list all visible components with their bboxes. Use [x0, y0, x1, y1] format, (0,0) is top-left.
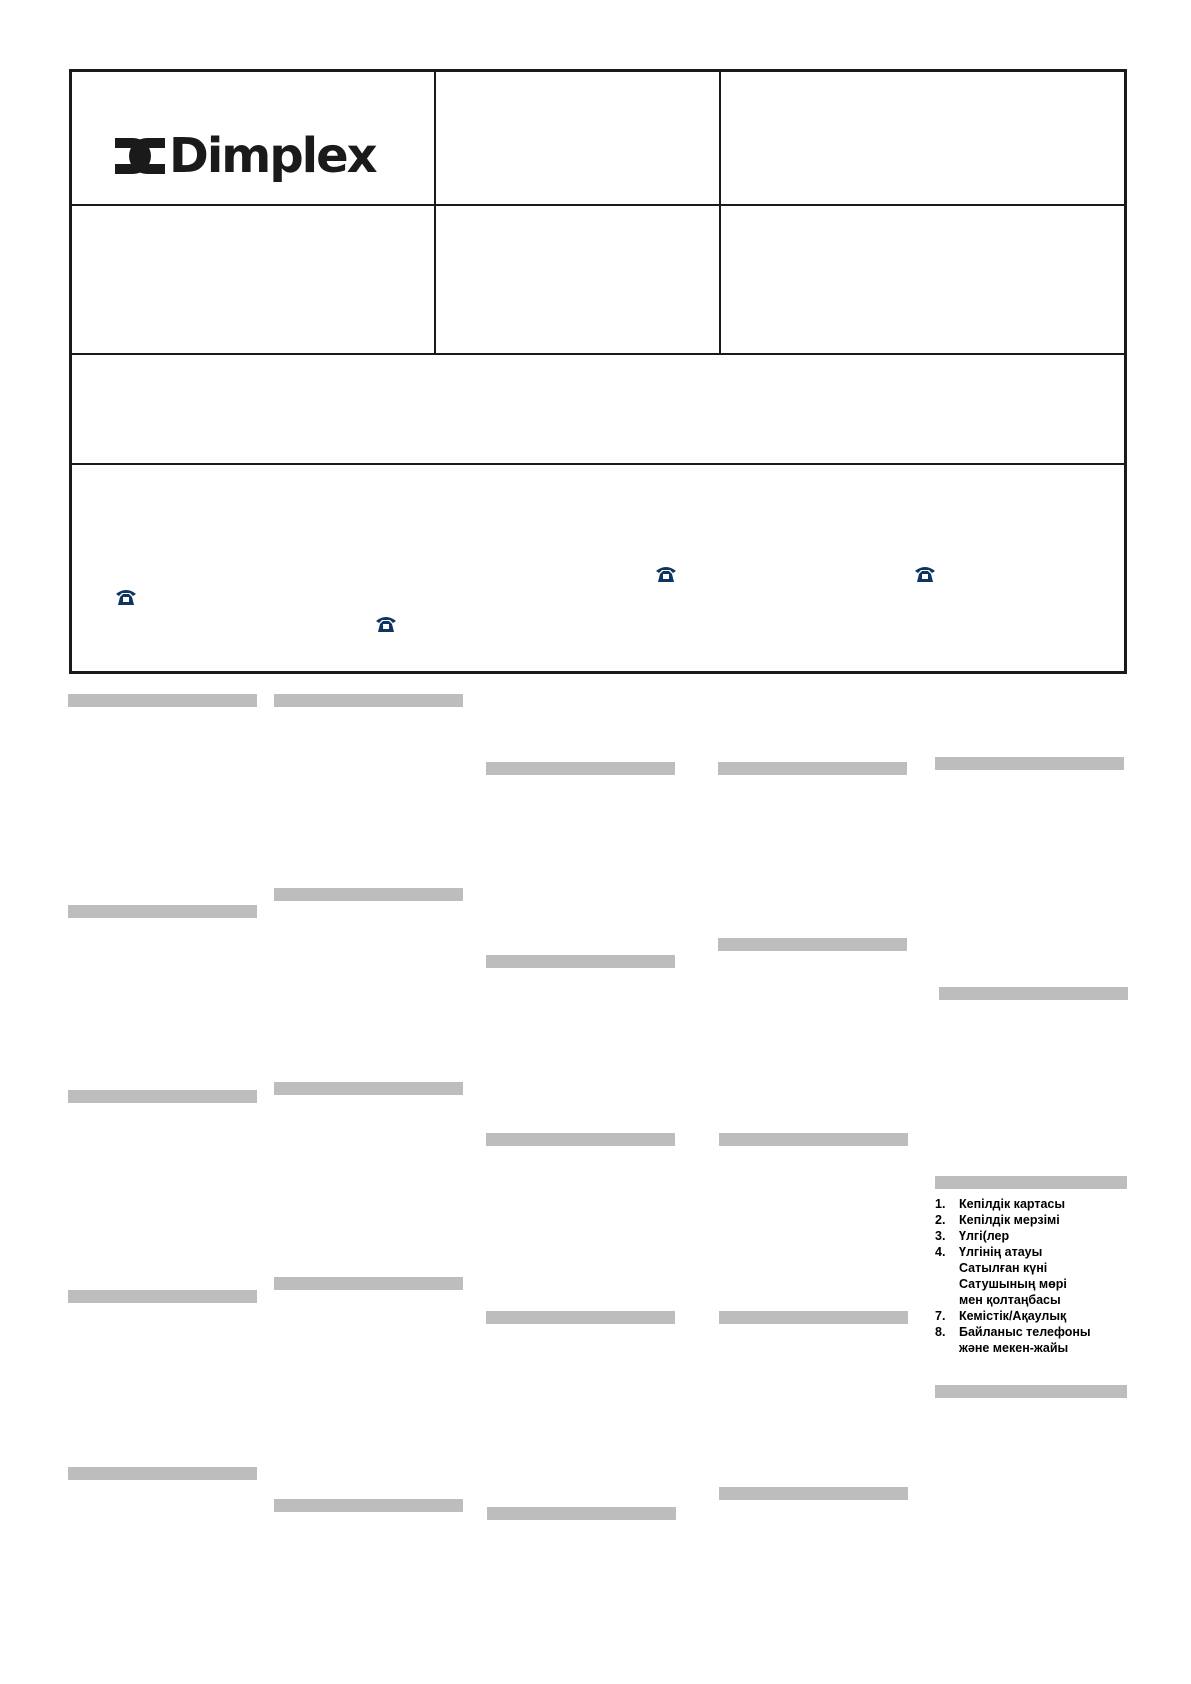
section-heading-bar	[935, 757, 1124, 770]
section-heading-bar	[718, 762, 907, 775]
legend-item: Сатылған күні	[959, 1261, 1048, 1275]
section-heading-bar	[486, 762, 675, 775]
legend-item: және мекен-жайы	[959, 1341, 1069, 1355]
section-heading-bar	[935, 1385, 1127, 1398]
section-heading-bar	[68, 1290, 257, 1303]
section-heading-bar	[719, 1133, 908, 1146]
legend-item: 2. Кепілдік мерзімі	[935, 1213, 1060, 1227]
section-heading-bar	[68, 1090, 257, 1103]
section-heading-bar	[487, 1507, 676, 1520]
card-divider	[71, 353, 1125, 355]
card-divider	[719, 71, 721, 354]
legend-item: 8. Байланыс телефоны	[935, 1325, 1091, 1339]
legend-item: 7. Кемістік/Ақаулық	[935, 1309, 1067, 1323]
section-heading-bar	[274, 1082, 463, 1095]
brand-name: Dimplex	[169, 128, 376, 184]
section-heading-bar	[68, 1467, 257, 1480]
card-divider	[71, 204, 1125, 206]
section-heading-bar	[274, 694, 463, 707]
dimplex-logo-mark	[113, 134, 167, 178]
legend-item: Сатушының мөрі	[959, 1277, 1067, 1291]
section-heading-bar	[274, 888, 463, 901]
legend-item: 4. Үлгінің атауы	[935, 1245, 1043, 1259]
telephone-icon	[375, 614, 397, 634]
card-divider	[434, 71, 436, 354]
section-heading-bar	[274, 1499, 463, 1512]
section-heading-bar	[486, 1311, 675, 1324]
legend-item: мен қолтаңбасы	[959, 1293, 1061, 1307]
legend-item: 1. Кепілдік картасы	[935, 1197, 1066, 1211]
dimplex-logo	[113, 128, 376, 184]
section-heading-bar	[719, 1311, 908, 1324]
section-heading-bar	[486, 1133, 675, 1146]
telephone-icon	[914, 564, 936, 584]
section-heading-bar	[719, 1487, 908, 1500]
section-heading-bar	[939, 987, 1128, 1000]
section-heading-bar	[274, 1277, 463, 1290]
section-heading-bar	[68, 694, 257, 707]
section-heading-bar	[68, 905, 257, 918]
legend-item: 3. Үлгі(лер	[935, 1229, 1010, 1243]
card-divider	[71, 463, 1125, 465]
section-heading-bar	[718, 938, 907, 951]
telephone-icon	[115, 587, 137, 607]
telephone-icon	[655, 564, 677, 584]
section-heading-bar	[935, 1176, 1127, 1189]
kazakh-field-legend	[935, 1196, 1091, 1356]
section-heading-bar	[486, 955, 675, 968]
